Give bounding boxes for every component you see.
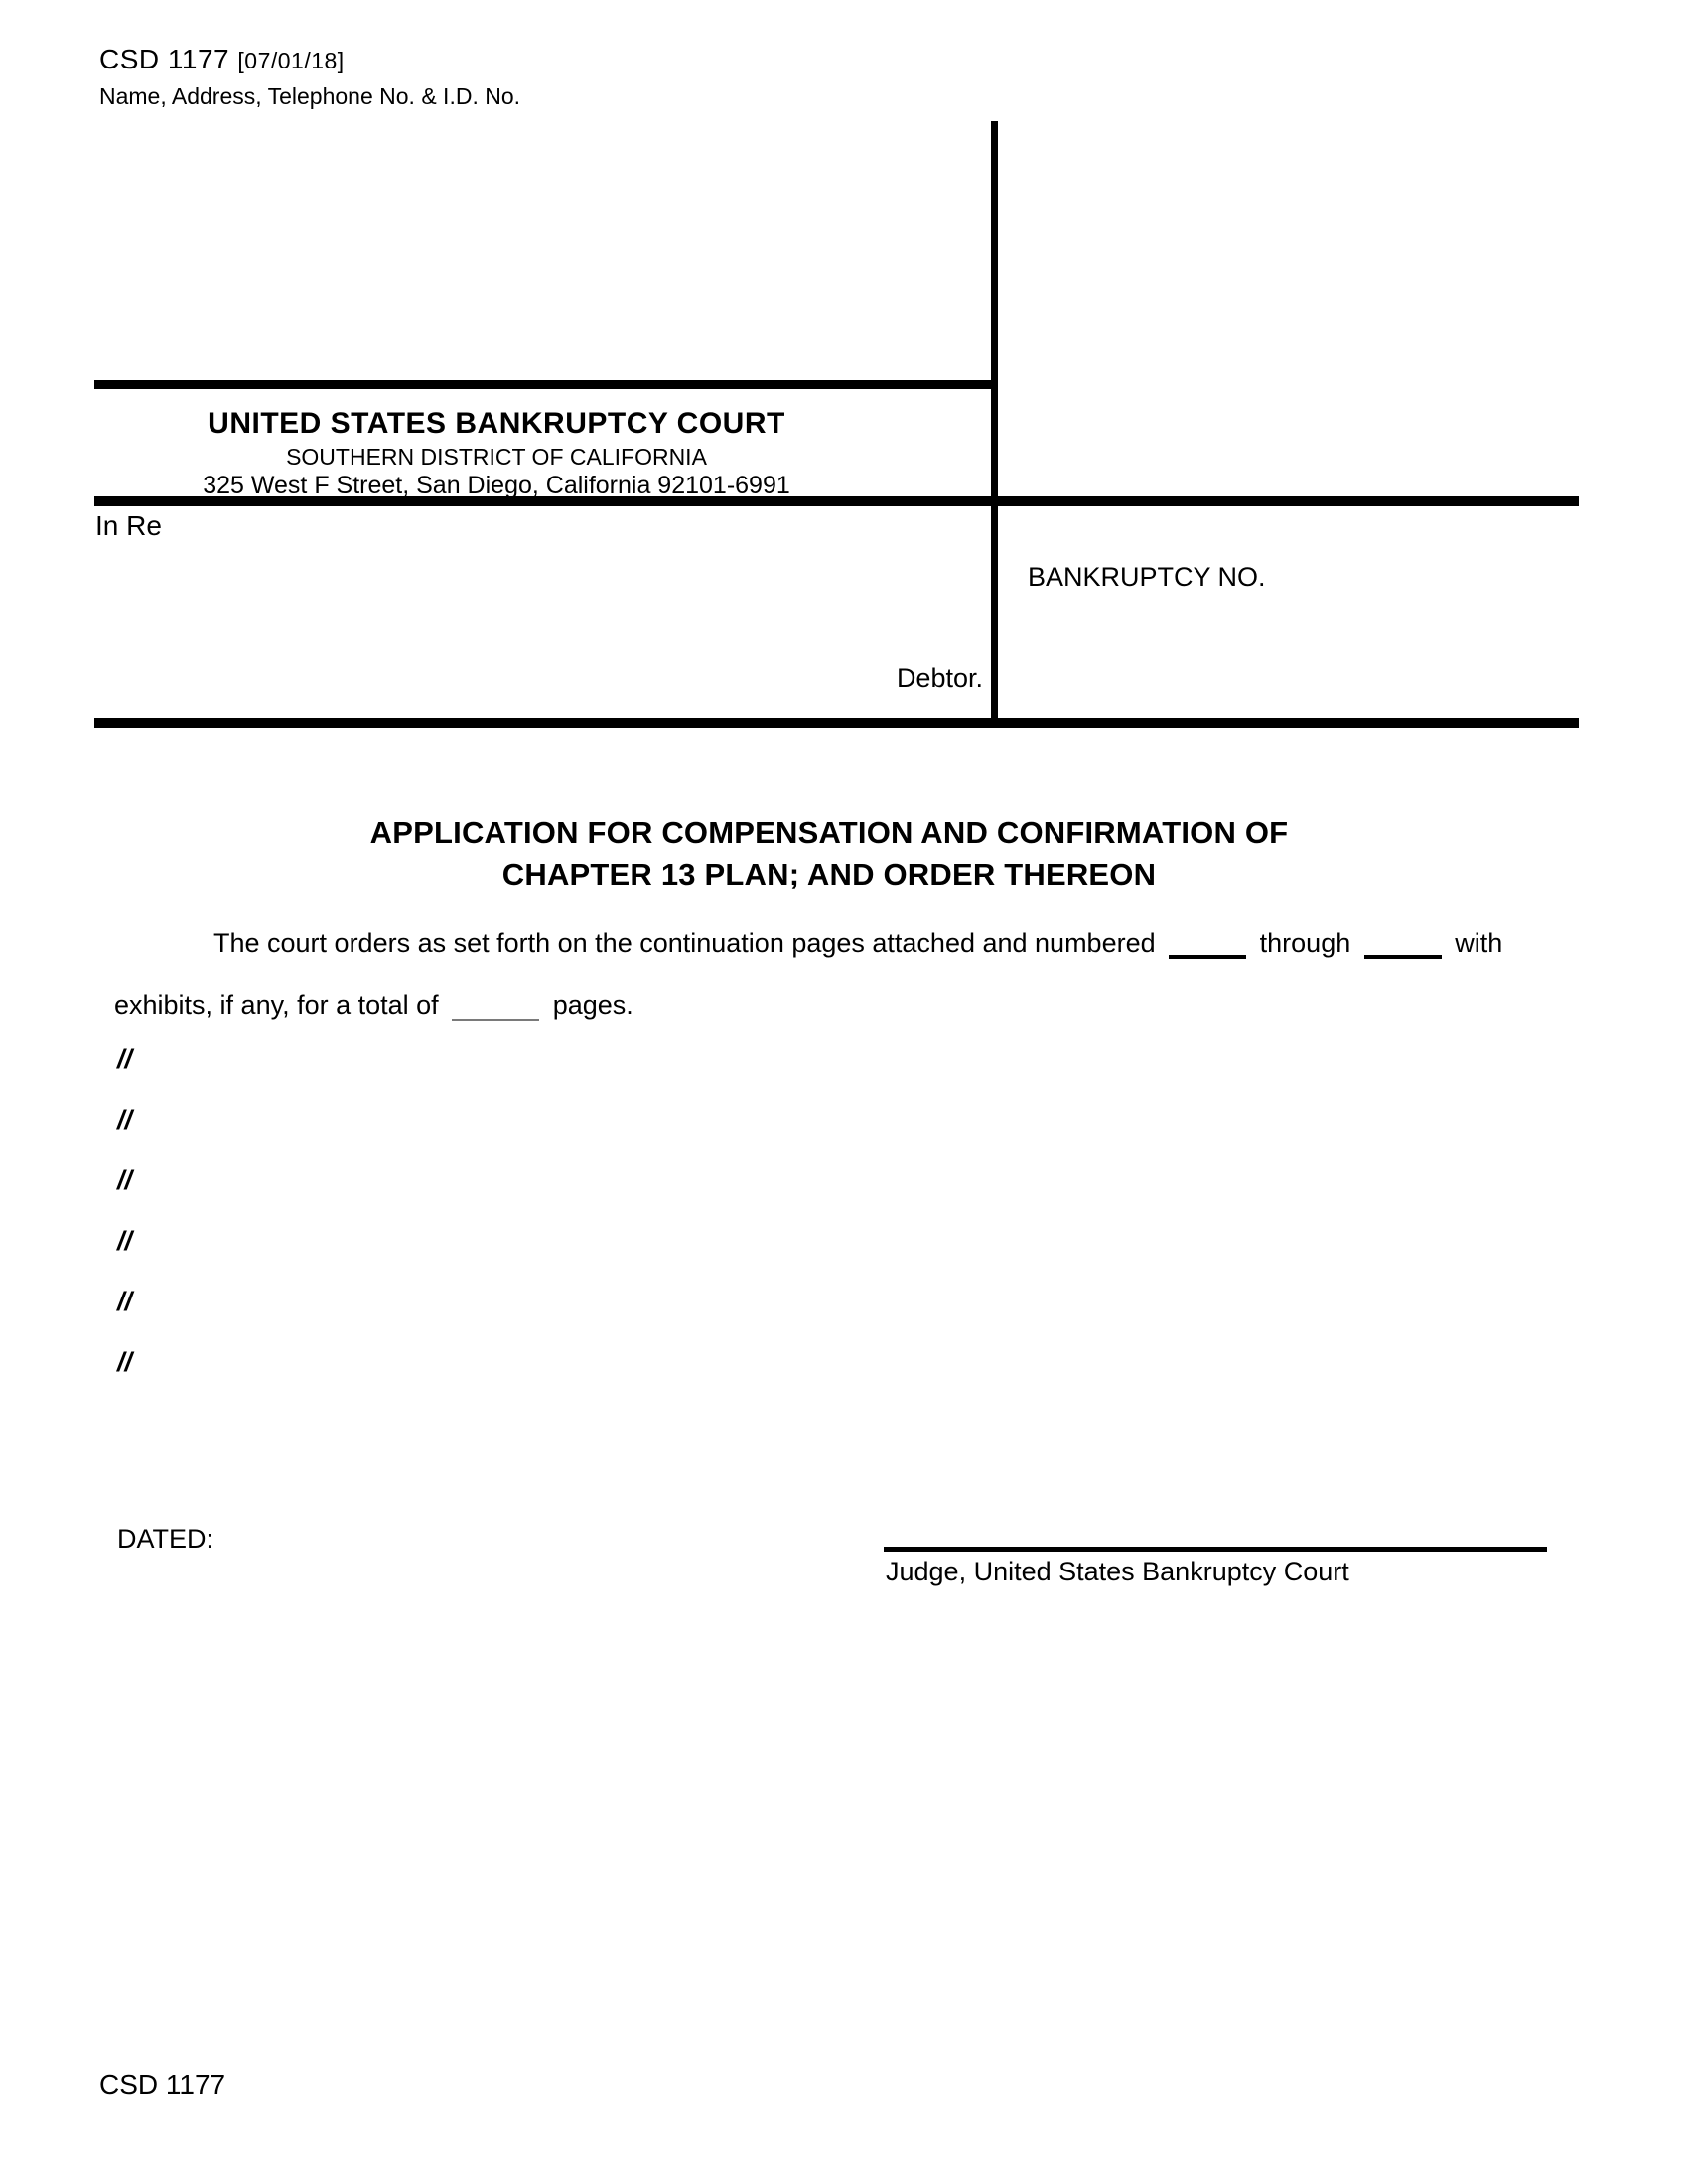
continuation-mark-2: // (117, 1105, 133, 1135)
pages-through-blank[interactable] (1364, 949, 1442, 959)
continuation-mark-3: // (117, 1165, 133, 1195)
court-address: 325 West F Street, San Diego, California 92101-6991 (203, 471, 790, 499)
court-box-top-rule (94, 380, 998, 389)
debtor-label: Debtor. (896, 663, 983, 693)
order-text-part3: with (1455, 928, 1503, 958)
document-title-line1: APPLICATION FOR COMPENSATION AND CONFIRMATION OF (369, 815, 1289, 850)
order-text-part1: The court orders as set forth on the continuation pages attached and numbered (213, 928, 1156, 958)
continuation-mark-1: // (117, 1044, 133, 1074)
continuation-mark-5: // (117, 1287, 133, 1316)
name-address-label: Name, Address, Telephone No. & I.D. No. (99, 83, 521, 109)
form-number-text: CSD 1177 (99, 44, 230, 74)
order-sentence-line1 (213, 926, 1502, 960)
in-re-label: In Re (95, 510, 162, 541)
order-text-part5: pages. (552, 990, 633, 1020)
order-sentence-line2 (114, 988, 633, 1022)
caption-box-bottom-rule (94, 718, 1579, 728)
form-number-header (99, 44, 345, 75)
order-text-part4: exhibits, if any, for a total of (114, 990, 439, 1020)
dated-label: DATED: (117, 1524, 214, 1554)
bankruptcy-no-label: BANKRUPTCY NO. (1028, 562, 1266, 592)
attorney-info-area[interactable] (99, 117, 973, 370)
court-district: SOUTHERN DISTRICT OF CALIFORNIA (286, 443, 707, 470)
bankruptcy-no-value-area[interactable] (1028, 600, 1564, 709)
document-title (0, 812, 1658, 895)
court-heading (99, 407, 894, 500)
document-title-line2: CHAPTER 13 PLAN; AND ORDER THEREON (501, 857, 1157, 891)
dated-value-area[interactable] (233, 1519, 611, 1559)
continuation-mark-6: // (117, 1347, 133, 1377)
order-text-part2: through (1259, 928, 1351, 958)
court-name: UNITED STATES BANKRUPTCY COURT (208, 407, 785, 440)
pages-from-blank[interactable] (1169, 949, 1246, 959)
judge-signature-caption: Judge, United States Bankruptcy Court (886, 1557, 1349, 1586)
continuation-mark-4: // (117, 1226, 133, 1256)
debtor-name-area[interactable] (99, 552, 953, 651)
footer-form-number: CSD 1177 (99, 2069, 226, 2100)
vertical-divider-rule (991, 121, 998, 728)
total-pages-blank[interactable] (452, 1013, 539, 1021)
judge-signature-line[interactable] (884, 1547, 1547, 1552)
form-revision-date: [07/01/18] (237, 48, 345, 73)
